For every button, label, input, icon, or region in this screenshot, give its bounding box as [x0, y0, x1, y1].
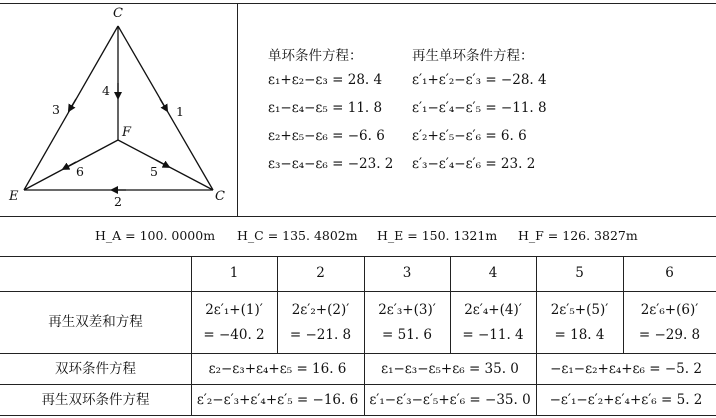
node-right-label: C — [215, 189, 225, 204]
edge-label-2: 2 — [114, 194, 122, 209]
row-label-double-loop: 双环条件方程 — [55, 361, 136, 377]
node-left-label: E — [9, 189, 19, 204]
height-a: H_A = 100. 0000m — [95, 228, 216, 243]
regen-double-diff-formula-5: 2ε′₅+(5)′ — [550, 302, 609, 318]
arrow-edge-6 — [65, 162, 76, 168]
regen-double-diff-value-4: = −11. 4 — [462, 327, 524, 343]
column-header-5: 5 — [575, 265, 584, 281]
edge-label-6: 6 — [76, 164, 84, 179]
regen-single-loop-eq-3: ε′₂+ε′₅−ε′₆ = 6. 6 — [412, 128, 527, 144]
row-label-regen-double-diff: 再生双差和方程 — [48, 314, 143, 330]
regen-single-loop-eq-1: ε′₁+ε′₂−ε′₃ = −28. 4 — [412, 72, 547, 88]
column-header-6: 6 — [665, 265, 674, 281]
regen-double-diff-formula-3: 2ε′₃+(3)′ — [378, 302, 436, 318]
row-label-regen-double-loop: 再生双环条件方程 — [41, 392, 150, 408]
double-loop-eq-3: −ε₁−ε₂+ε₄+ε₆ = −5. 2 — [550, 361, 702, 377]
column-header-2: 2 — [316, 265, 325, 281]
regen-double-loop-eq-2: ε′₁−ε′₃−ε′₅+ε′₆ = −35. 0 — [369, 392, 531, 408]
regen-double-diff-formula-6: 2ε′₆+(6)′ — [640, 302, 699, 318]
arrow-edge-3 — [70, 99, 76, 109]
regen-double-loop-eq-1: ε′₂−ε′₃+ε′₄+ε′₅ = −16. 6 — [196, 392, 359, 408]
regen-double-diff-formula-1: 2ε′₁+(1)′ — [205, 302, 263, 318]
rule-under-double-loop — [0, 384, 716, 385]
single-loop-eq-2: ε₁−ε₄−ε₅ = 11. 8 — [268, 100, 383, 116]
regen-double-diff-value-2: = −21. 8 — [289, 327, 352, 343]
height-c: H_C = 135. 4802m — [237, 228, 358, 243]
regen-double-diff-value-5: = 18. 4 — [554, 327, 605, 343]
column-header-3: 3 — [402, 265, 412, 281]
regen-double-diff-formula-2: 2ε′₂+(2)′ — [291, 302, 350, 318]
height-f: H_F = 126. 3827m — [518, 228, 638, 243]
single-loop-eq-3: ε₂+ε₅−ε₆ = −6. 6 — [268, 128, 385, 144]
double-loop-eq-1: ε₂−ε₃+ε₄+ε₅ = 16. 6 — [208, 361, 347, 377]
column-header-1: 1 — [229, 265, 239, 281]
regen-single-loop-eq-4: ε′₃−ε′₄−ε′₆ = 23. 2 — [412, 156, 536, 172]
rule-under-regen-double-diff — [0, 353, 716, 354]
rule-under-diagram — [0, 216, 716, 217]
regen-double-diff-value-1: = −40. 2 — [203, 327, 265, 343]
regen-double-diff-value-6: = −29. 8 — [638, 327, 701, 343]
arrow-edge-1 — [160, 99, 166, 109]
double-loop-eq-2: ε₁−ε₃−ε₅+ε₆ = 35. 0 — [381, 361, 519, 377]
edge-label-5: 5 — [150, 164, 158, 179]
single-loop-eq-1: ε₁+ε₂−ε₃ = 28. 4 — [268, 72, 383, 88]
edge-label-1: 1 — [176, 104, 184, 119]
edge-label-3: 3 — [52, 102, 60, 117]
height-e: H_E = 150. 1321m — [377, 228, 498, 243]
single-loop-title: 单环条件方程： — [268, 48, 363, 64]
single-loop-eq-4: ε₃−ε₄−ε₆ = −23. 2 — [268, 156, 394, 172]
bottom-rule — [0, 415, 716, 416]
node-top-label: C — [113, 6, 123, 21]
node-center-label: F — [122, 125, 132, 140]
column-header-4: 4 — [488, 265, 498, 281]
regen-double-loop-eq-3: −ε′₁−ε′₂+ε′₄+ε′₆ = 5. 2 — [549, 392, 703, 408]
rule-under-column-headers — [0, 291, 716, 292]
network-diagram — [0, 3, 237, 216]
regen-double-diff-value-3: = 51. 6 — [382, 327, 432, 343]
diagram-divider — [237, 3, 238, 216]
edge-label-4: 4 — [102, 83, 110, 98]
regen-single-loop-eq-2: ε′₁−ε′₄−ε′₅ = −11. 8 — [412, 100, 547, 116]
regen-single-loop-title: 再生单环条件方程： — [412, 48, 534, 64]
regen-double-diff-formula-4: 2ε′₄+(4)′ — [464, 302, 522, 318]
rule-under-heights — [0, 256, 716, 257]
